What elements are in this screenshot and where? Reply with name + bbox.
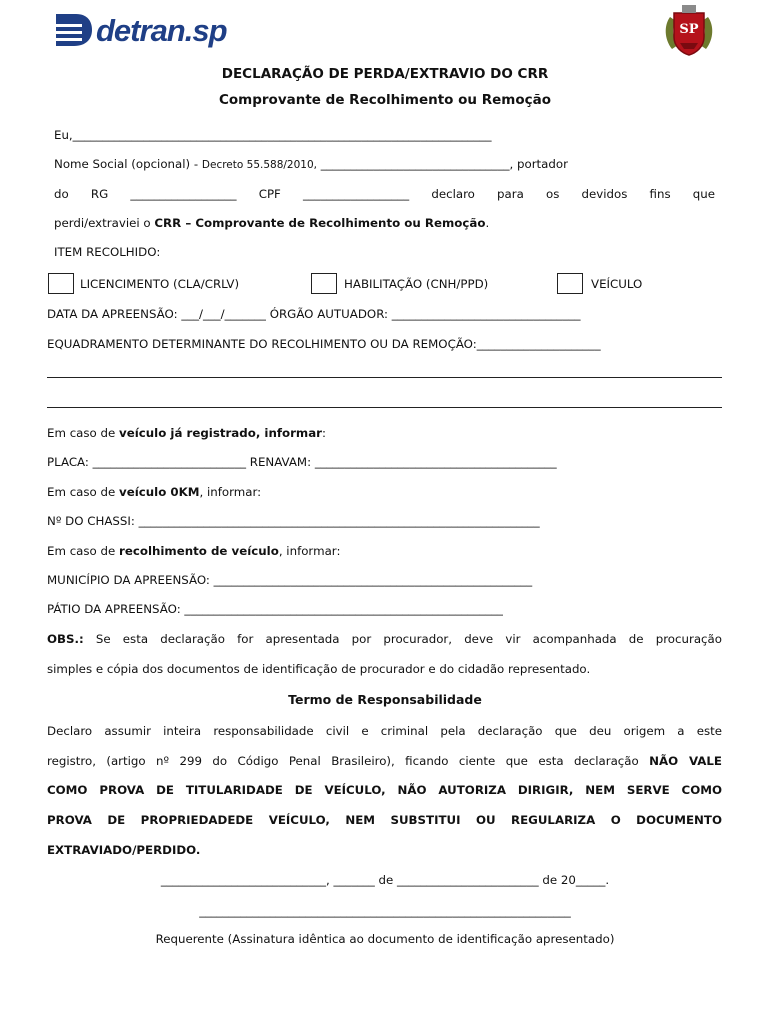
decreto-label: Decreto 55.588/2010, (201, 159, 317, 171)
okm-bold: veículo 0KM (119, 485, 200, 499)
checkbox-licenciamento[interactable] (48, 273, 74, 294)
perdi-text: perdi/extraviei o (54, 216, 155, 230)
checkbox-habilitacao-label: HABILITAÇÃO (CNH/PPD) (344, 277, 489, 291)
recolhimento-bold: recolhimento de veículo (119, 544, 279, 558)
placa-renavam-line: PLACA: __________________________ RENAVAM: _________________________________________ (47, 455, 557, 469)
nome-social-label: Nome Social (opcional) - (54, 157, 202, 171)
svg-text:SP: SP (679, 22, 699, 37)
data-apreensao-line: DATA DA APREENSÃO: ___/___/_______ ÓRGÃO AUTUADOR: ________________________________ (47, 307, 581, 321)
termo-line-5: EXTRAVIADO/PERDIDO. (47, 843, 201, 857)
portador-text: ________________________________, portador (317, 157, 568, 171)
municipio-line: MUNICÍPIO DA APREENSÃO: ______________________________________________________ (47, 573, 533, 587)
okm-informar: , informar: (199, 485, 262, 499)
termo-line-4: PROVA DE PROPRIEDADEDE VEÍCULO, NEM SUBSTITUI OU REGULARIZA O DOCUMENTO (47, 813, 722, 827)
obs-line-1 (47, 632, 722, 646)
okm-text: Em caso de (47, 485, 120, 499)
registrado-line (47, 426, 326, 440)
obs-text: Se esta declaração for apresentada por procurador, deve vir acompanhada de procuração (83, 632, 722, 646)
detran-logo-text: detran.sp (96, 12, 227, 48)
perdi-period: . (485, 216, 490, 230)
termo-line-1: Declaro assumir inteira responsabilidade civil e criminal pela declaração que deu origem a este (47, 724, 722, 738)
detran-logo-icon (54, 12, 94, 48)
eu-line: Eu,_______________________________________________________________________ (54, 128, 492, 142)
sao-paulo-coat-of-arms (660, 3, 718, 59)
registrado-colon: : (321, 426, 326, 440)
recolhimento-text: Em caso de (47, 544, 120, 558)
signature-line: _______________________________________________________________ (199, 904, 571, 918)
termo-nao-vale: NÃO VALE (649, 754, 722, 768)
signature-caption: Requerente (Assinatura idêntica ao documento de identificação apresentado) (155, 932, 615, 946)
registrado-bold: veículo já registrado, informar (119, 426, 322, 440)
termo-line-3: COMO PROVA DE TITULARIDADE DE VEÍCULO, NÃO AUTORIZA DIRIGIR, NEM SERVE COMO (47, 783, 722, 797)
checkbox-habilitacao[interactable] (311, 273, 337, 294)
checkbox-veiculo[interactable] (557, 273, 583, 294)
recolhimento-line (47, 544, 340, 558)
rg-cpf-line: do RG __________________ CPF __________________ declaro para os devidos fins que (54, 187, 715, 201)
patio-line: PÁTIO DA APREENSÃO: ______________________________________________________ (47, 602, 503, 616)
okm-line (47, 485, 261, 499)
detran-logo (54, 8, 227, 52)
nome-social-line (54, 157, 568, 172)
date-line: ____________________________, _______ de ________________________ de 20_____. (160, 873, 610, 887)
item-recolhido-label: ITEM RECOLHIDO: (54, 245, 161, 259)
recolhimento-informar: , informar: (278, 544, 341, 558)
perdi-line (54, 216, 489, 230)
checkbox-veiculo-label: VEÍCULO (591, 277, 643, 291)
document-title: DECLARAÇÃO DE PERDA/EXTRAVIO DO CRR (221, 66, 549, 82)
registrado-text: Em caso de (47, 426, 120, 440)
blank-line-1 (47, 377, 722, 378)
obs-line-2: simples e cópia dos documentos de identificação de procurador e do cidadão representado. (47, 662, 591, 676)
checkbox-licenciamento-label: LICENCIMENTO (CLA/CRLV) (80, 277, 240, 291)
blank-line-2 (47, 407, 722, 408)
chassi-line: Nº DO CHASSI: ____________________________________________________________________ (47, 514, 540, 528)
enquadramento-line: EQUADRAMENTO DETERMINANTE DO RECOLHIMENTO OU DA REMOÇÃO:_____________________ (47, 337, 601, 351)
termo-line-2 (47, 754, 722, 768)
termo-heading: Termo de Responsabilidade (288, 692, 482, 707)
termo-line-2-text: registro, (artigo nº 299 do Código Penal Brasileiro), ficando ciente que esta declaração (47, 754, 650, 768)
document-subtitle: Comprovante de Recolhimento ou Remoção (218, 92, 551, 108)
crr-bold: CRR – Comprovante de Recolhimento ou Remoção (154, 216, 486, 230)
obs-label: OBS.: (47, 632, 84, 646)
